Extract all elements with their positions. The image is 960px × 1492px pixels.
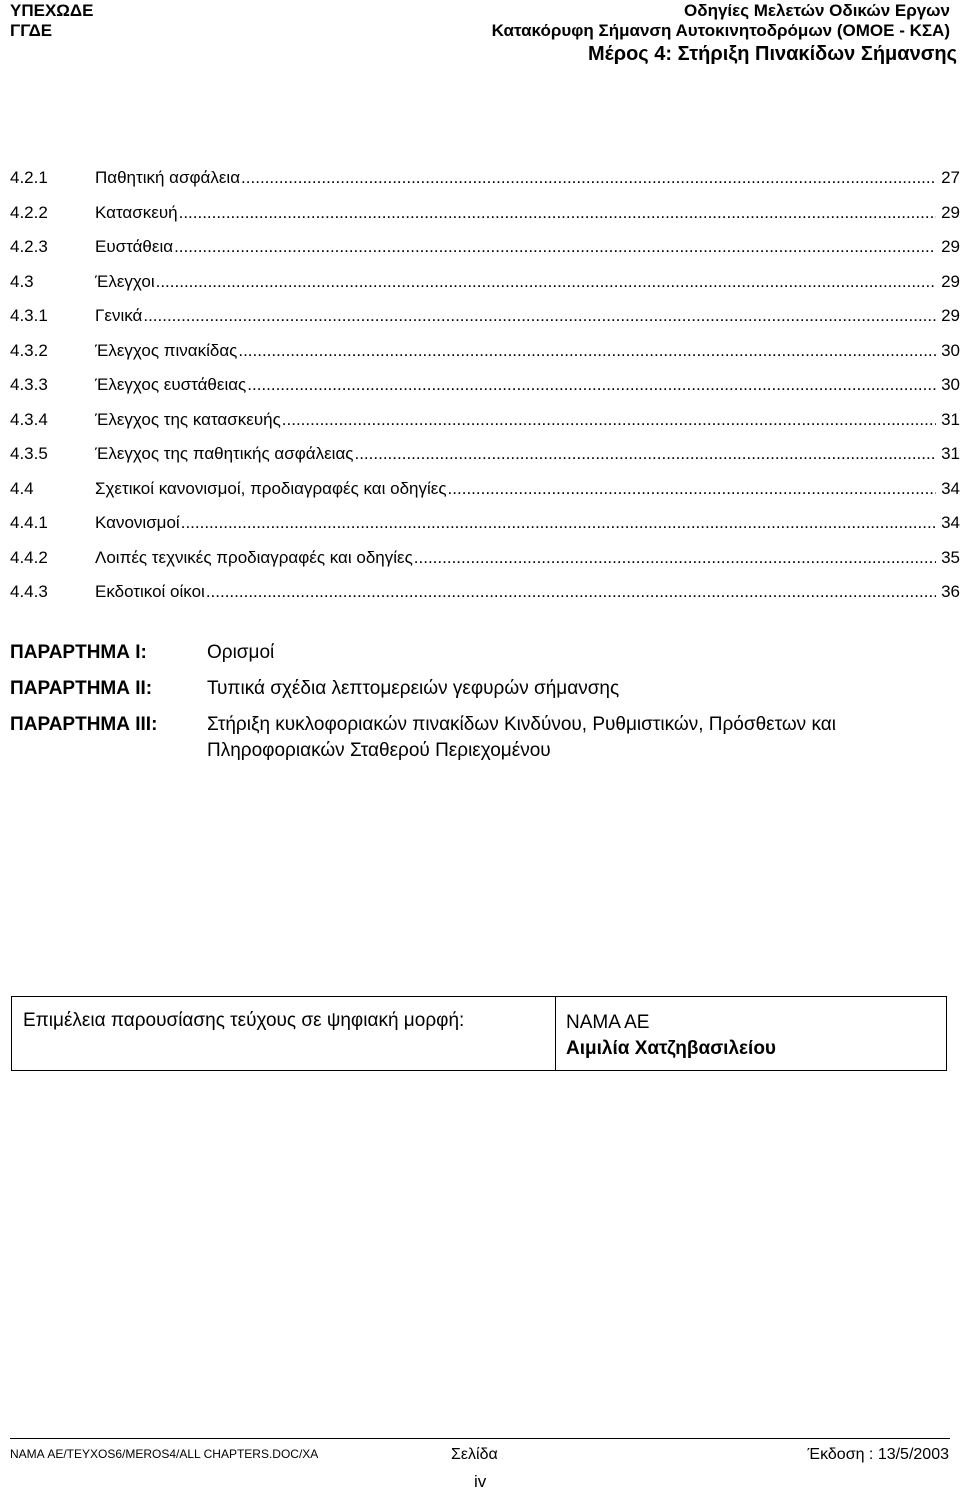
toc-title: Ευστάθεια xyxy=(95,237,174,256)
toc-leader xyxy=(238,341,936,361)
toc-leader xyxy=(181,513,936,533)
header-org xyxy=(10,1,93,41)
appendix-entry xyxy=(10,676,950,702)
toc-leader xyxy=(241,168,936,188)
credit-organization: ΝΑΜΑ ΑΕ xyxy=(566,1012,650,1033)
toc-leader xyxy=(156,272,936,292)
toc-page: 31 xyxy=(941,409,960,429)
toc-entry[interactable] xyxy=(10,375,960,410)
footer-file-path: ΝΑΜΑ AE/TEYXOS6/MEROS4/ALL CHAPTERS.DOC/XA xyxy=(10,1447,319,1461)
toc-number: 4.2.1 xyxy=(10,168,48,187)
header-org-line1: ΥΠΕΧΩΔΕ xyxy=(10,1,94,20)
toc-number: 4.4.3 xyxy=(10,582,48,601)
toc-entry[interactable] xyxy=(10,341,960,376)
toc-entry[interactable] xyxy=(10,203,960,238)
toc-number: 4.4.2 xyxy=(10,547,48,567)
toc-page: 34 xyxy=(941,513,960,532)
toc-title: Έλεγχος ευστάθειας xyxy=(95,375,247,394)
toc-entry[interactable] xyxy=(10,479,960,514)
appendix-label: ΠΑΡΑΡΤΗΜΑ Ι: xyxy=(10,642,147,663)
toc-entry[interactable] xyxy=(10,548,960,583)
toc-title: Γενικά xyxy=(95,306,143,325)
toc-number: 4.3.2 xyxy=(10,340,48,360)
toc-leader xyxy=(206,582,936,602)
toc-title: Έλεγχος της παθητικής ασφάλειας xyxy=(95,444,354,463)
footer-divider xyxy=(10,1438,950,1439)
toc-number: 4.3.5 xyxy=(10,444,48,463)
toc-title: Έλεγχος της κατασκευής xyxy=(95,409,281,429)
credit-person: Αιμιλία Χατζηβασιλείου xyxy=(566,1038,776,1059)
header-doc-line2: Κατακόρυφη Σήμανση Αυτοκινητοδρόμων (ΟΜΟΕ - ΚΣΑ) xyxy=(491,21,950,40)
toc-page: 29 xyxy=(941,202,960,222)
toc-page: 29 xyxy=(941,306,960,325)
toc-entry[interactable] xyxy=(10,272,960,307)
toc-leader xyxy=(247,375,936,395)
appendix-label: ΠΑΡΑΡΤΗΜΑ ΙΙΙ: xyxy=(10,714,158,735)
toc-number: 4.2.3 xyxy=(10,237,48,256)
toc-leader xyxy=(282,410,936,430)
appendix-list xyxy=(10,640,950,774)
toc-title: Κανονισμοί xyxy=(95,513,180,532)
credit-values xyxy=(556,997,776,1070)
header-org-line2: ΓΓΔΕ xyxy=(10,21,53,40)
toc-entry[interactable] xyxy=(10,168,960,203)
toc-page: 34 xyxy=(941,478,960,498)
toc-entry[interactable] xyxy=(10,237,960,272)
toc-entry[interactable] xyxy=(10,410,960,445)
appendix-description: Ορισμοί xyxy=(207,642,275,663)
header-doc-line1: Οδηγίες Μελετών Οδικών Εργων xyxy=(684,1,950,20)
toc-page: 27 xyxy=(941,168,960,187)
toc-page: 30 xyxy=(941,340,960,360)
toc-title: Κατασκευή xyxy=(95,202,178,222)
toc-leader xyxy=(143,306,936,326)
appendix-description: Στήριξη κυκλοφοριακών πινακίδων Κινδύνου, Ρυθμιστικών, Πρόσθετων και Πληροφοριακών Σταθερού Περιεχομένου xyxy=(207,714,836,761)
credit-label: Επιμέλεια παρουσίασης τεύχους σε ψηφιακή μορφή: xyxy=(12,997,556,1070)
toc-leader xyxy=(174,237,936,257)
toc-entry[interactable] xyxy=(10,513,960,548)
toc-title: Εκδοτικοί οίκοι xyxy=(95,582,205,601)
toc-page: 31 xyxy=(941,444,960,463)
credit-box xyxy=(11,996,947,1071)
toc-leader xyxy=(179,203,936,223)
toc-number: 4.3.3 xyxy=(10,375,48,394)
toc-leader xyxy=(414,548,936,568)
toc-title: Έλεγχοι xyxy=(95,271,155,291)
appendix-label: ΠΑΡΑΡΤΗΜΑ ΙΙ: xyxy=(10,678,153,699)
footer-edition: Έκδοση : 13/5/2003 xyxy=(807,1446,949,1463)
part-title: Μέρος 4: Στήριξη Πινακίδων Σήμανσης xyxy=(588,43,957,65)
toc-page: 30 xyxy=(941,375,960,394)
table-of-contents xyxy=(10,168,960,617)
footer-page-label: Σελίδα xyxy=(451,1446,498,1463)
footer-page-number: iv xyxy=(474,1472,487,1491)
toc-title: Παθητική ασφάλεια xyxy=(95,168,241,187)
appendix-description: Τυπικά σχέδια λεπτομερειών γεφυρών σήμανσης xyxy=(207,678,620,699)
toc-page: 29 xyxy=(941,271,960,291)
toc-title: Λοιπές τεχνικές προδιαγραφές και οδηγίες xyxy=(95,547,413,567)
toc-number: 4.3 xyxy=(10,271,34,291)
toc-title: Σχετικοί κανονισμοί, προδιαγραφές και οδηγίες xyxy=(95,478,447,498)
toc-entry[interactable] xyxy=(10,444,960,479)
appendix-entry xyxy=(10,712,950,764)
toc-entry[interactable] xyxy=(10,306,960,341)
toc-leader xyxy=(448,479,936,499)
toc-number: 4.3.1 xyxy=(10,306,48,325)
toc-title: Έλεγχος πινακίδας xyxy=(95,340,238,360)
toc-number: 4.4.1 xyxy=(10,513,48,532)
toc-leader xyxy=(354,444,936,464)
toc-number: 4.4 xyxy=(10,478,34,498)
toc-page: 36 xyxy=(941,582,960,601)
toc-page: 29 xyxy=(941,237,960,256)
toc-page: 35 xyxy=(941,547,960,567)
toc-number: 4.3.4 xyxy=(10,409,48,429)
toc-entry[interactable] xyxy=(10,582,960,617)
header-document xyxy=(492,1,950,41)
appendix-entry xyxy=(10,640,950,666)
toc-number: 4.2.2 xyxy=(10,202,48,222)
